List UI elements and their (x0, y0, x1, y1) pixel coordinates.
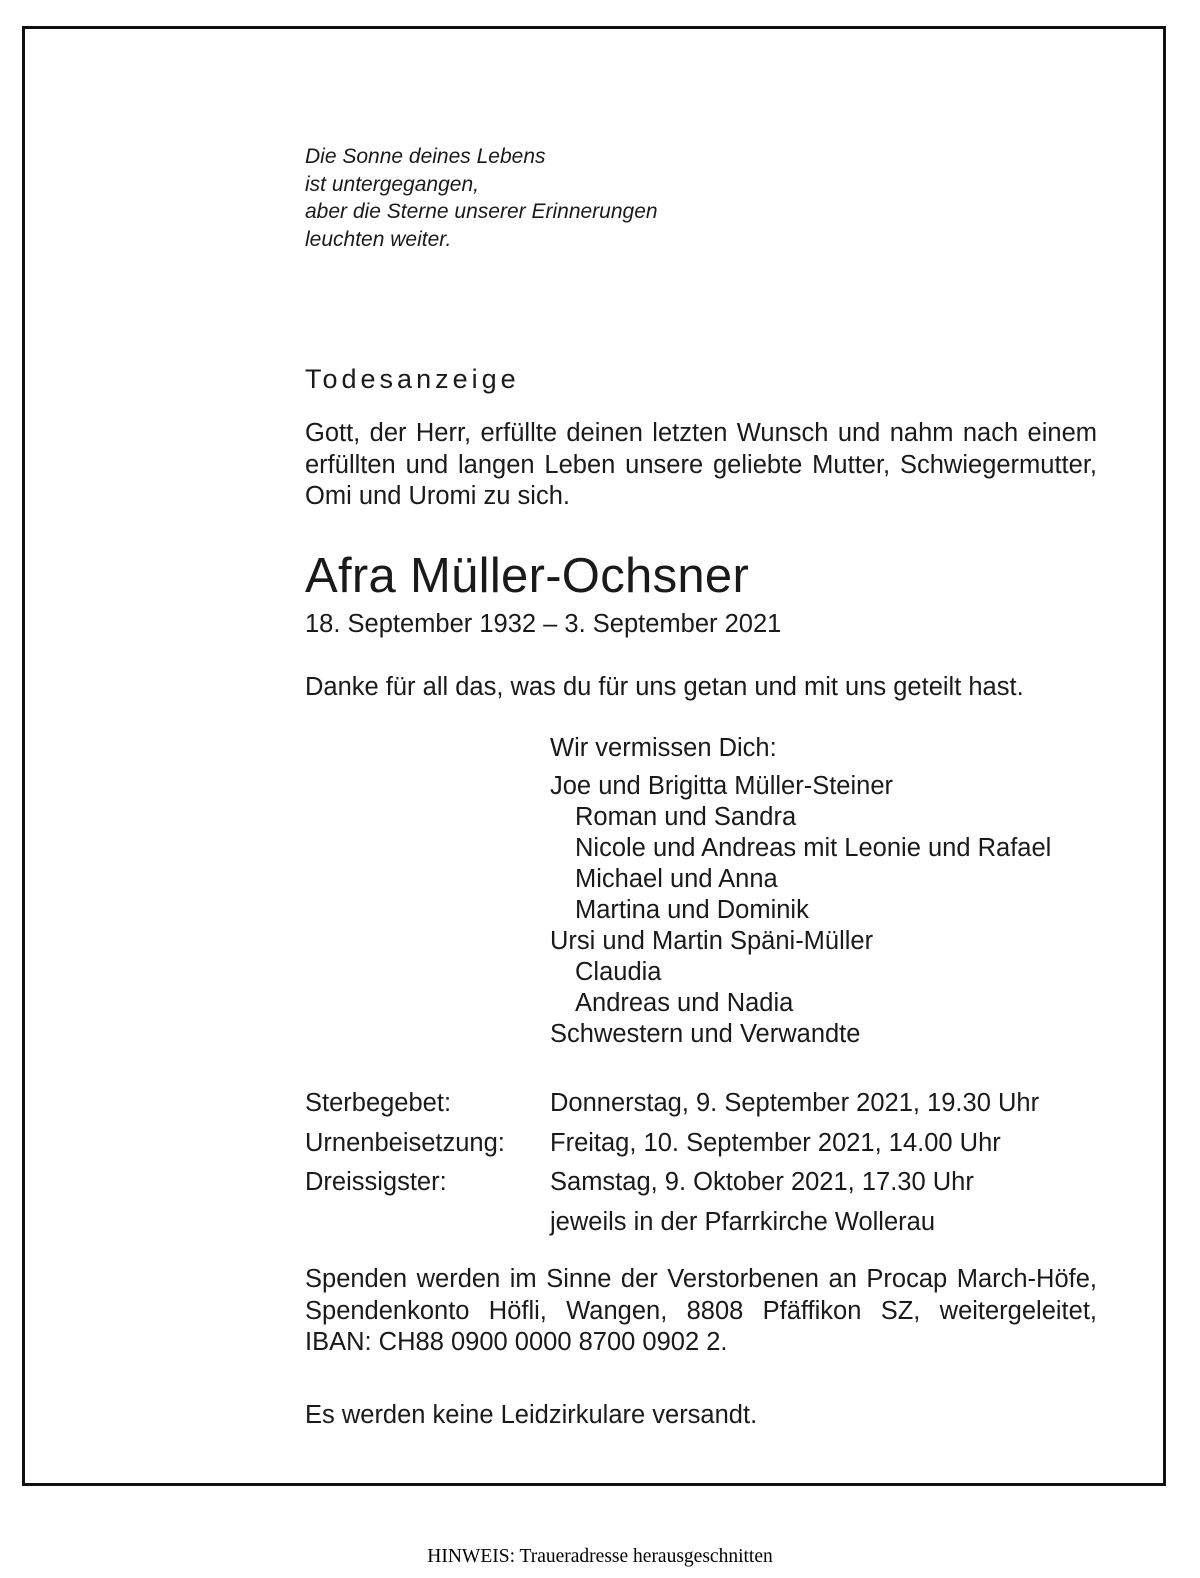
survivor-entry: Joe und Brigitta Müller-Steiner (550, 772, 893, 800)
survivor-entry: Nicole und Andreas mit Leonie und Rafael (575, 834, 1052, 862)
notice-heading: Todesanzeige (305, 364, 520, 394)
motto-line: leuchten weiter. (305, 227, 452, 251)
survivors-heading: Wir vermissen Dich: (550, 734, 777, 762)
event-location: jeweils in der Pfarrkirche Wollerau (550, 1207, 936, 1236)
donation-paragraph: Spenden werden im Sinne der Verstorbenen an Procap March-Höfe, Spendenkonto Höfli, Wangen, 8808 Pfäffikon SZ, weitergeleitet, IBAN: CH88 0900 0000 8700 0902 2. (305, 1265, 1097, 1356)
events-table (305, 1084, 1039, 1242)
event-label: Dreissigster: (305, 1168, 447, 1196)
survivor-entry: Claudia (575, 958, 662, 986)
survivor-entry: Martina und Dominik (575, 896, 809, 924)
survivor-entry: Roman und Sandra (575, 803, 797, 831)
event-label: Urnenbeisetzung: (305, 1128, 505, 1157)
thanks-line: Danke für all das, was du für uns getan und mit uns geteilt hast. (305, 673, 1024, 701)
life-dates: 18. September 1932 – 3. September 2021 (305, 610, 782, 638)
footer-note: HINWEIS: Traueradresse herausgeschnitten (427, 1546, 773, 1567)
event-value: Samstag, 9. Oktober 2021, 17.30 Uhr (550, 1168, 974, 1196)
event-value: Donnerstag, 9. September 2021, 19.30 Uhr (550, 1089, 1040, 1117)
event-row (305, 1084, 1039, 1124)
motto-line: Die Sonne deines Lebens (305, 145, 546, 168)
survivor-entry: Andreas und Nadia (575, 989, 794, 1017)
event-label (305, 1203, 550, 1243)
motto-line: aber die Sterne unserer Erinnerungen (305, 200, 658, 223)
deceased-name: Afra Müller-Ochsner (305, 549, 750, 603)
event-value: Freitag, 10. September 2021, 14.00 Uhr (550, 1128, 1001, 1157)
event-label: Sterbegebet: (305, 1089, 452, 1117)
event-row (305, 1124, 1039, 1164)
intro-paragraph: Gott, der Herr, erfüllte deinen letzten Wunsch und nahm nach einem erfüllten und langen Leben unsere geliebte Mutter, Schwiegermutter, Omi und Uromi zu sich. (305, 419, 1097, 510)
event-row (305, 1203, 1039, 1243)
survivor-entry: Michael und Anna (575, 865, 778, 893)
survivor-entry: Schwestern und Verwandte (550, 1020, 861, 1048)
survivor-entry: Ursi und Martin Späni-Müller (550, 927, 874, 955)
motto-line: ist untergegangen, (305, 172, 479, 196)
no-circulars-note: Es werden keine Leidzirkulare versandt. (305, 1401, 758, 1429)
motto-verse (305, 143, 658, 253)
survivors-list (550, 733, 1051, 1050)
event-row (305, 1163, 1039, 1203)
